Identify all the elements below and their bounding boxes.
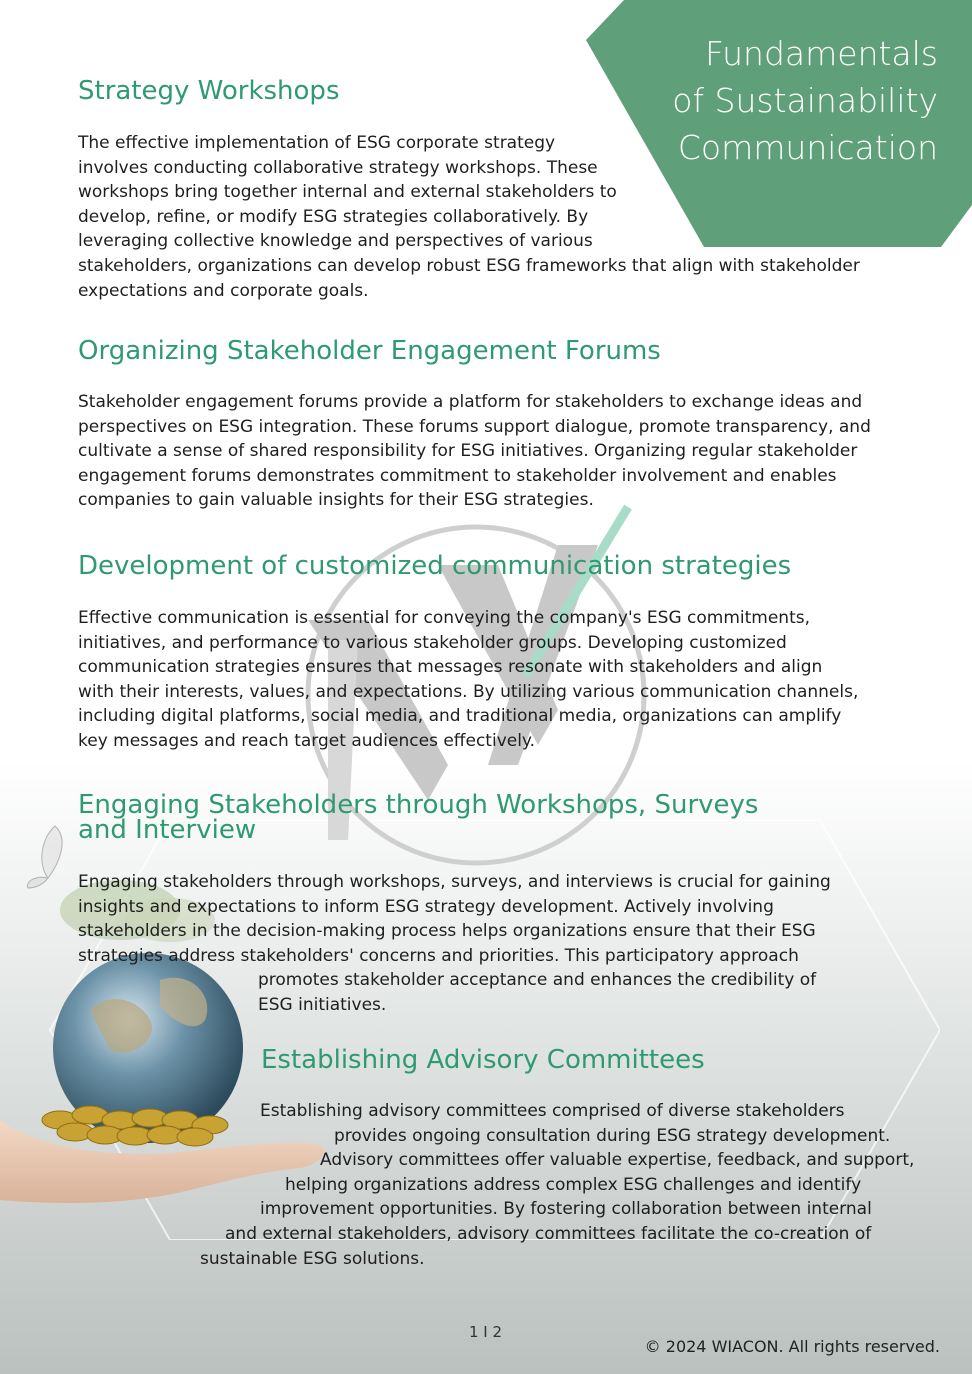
paragraph-line: develop, refine, or modify ESG strategies collaboratively. By [78,206,589,227]
paragraph-line: sustainable ESG solutions. [200,1248,425,1269]
section-heading-engaging-stakeholders [78,790,759,845]
paragraph-line: including digital platforms, social media, and traditional media, organizations can amplify [78,706,842,727]
paragraph-line: The effective implementation of ESG corporate strategy [78,133,556,153]
heading-line: Engaging Stakeholders through Workshops, Surveys [78,790,759,820]
paragraph-line: Effective communication is essential for conveying the company's ESG commitments, [78,608,811,628]
paragraph-line: promotes stakeholder acceptance and enhances the credibility of [258,970,817,991]
paragraph-line: key messages and reach target audiences effectively. [78,730,535,751]
paragraph-line: engagement forums demonstrates commitment to stakeholder involvement and enables [78,465,837,486]
paragraph-line: stakeholders, organizations can develop robust ESG frameworks that align with stakeholder [78,255,860,276]
section-body-engaging-stakeholders [78,870,831,1018]
section-heading-strategy-workshops: Strategy Workshops [78,76,340,106]
paragraph-line: initiatives, and performance to various stakeholder groups. Developing customized [78,632,787,653]
paragraph-line: companies to gain valuable insights for their ESG strategies. [78,490,594,511]
section-body-stakeholder-forums [78,390,871,513]
paragraph-line: workshops bring together internal and external stakeholders to [78,182,617,203]
butterfly-icon [27,826,62,888]
heading-line: and Interview [78,815,257,845]
section-heading-stakeholder-forums: Organizing Stakeholder Engagement Forums [78,336,661,366]
paragraph-line: involves conducting collaborative strategy workshops. These [78,157,598,178]
section-heading-advisory-committees: Establishing Advisory Committees [261,1045,705,1075]
section-body-communication-strategies [78,606,858,754]
section-body-advisory-committees [200,1099,914,1271]
paragraph-line: Engaging stakeholders through workshops, surveys, and interviews is crucial for gaining [78,872,831,892]
paragraph-line: stakeholders in the decision-making process helps organizations ensure that their ESG [78,921,816,942]
paragraph-line: Establishing advisory committees comprised of diverse stakeholders [260,1101,845,1121]
paragraph-line: perspectives on ESG integration. These forums support dialogue, promote transparency, and [78,416,871,437]
paragraph-line: leveraging collective knowledge and perspectives of various [78,231,593,252]
paragraph-line: communication strategies ensures that messages resonate with stakeholders and align [78,657,823,678]
paragraph-line: improvement opportunities. By fostering collaboration between internal [260,1199,872,1220]
paragraph-line: with their interests, values, and expectations. By utilizing various communication channels, [78,681,859,702]
header-title-line-2: of Sustainability [672,81,938,120]
paragraph-line: ESG initiatives. [258,994,387,1015]
paragraph-line: insights and expectations to inform ESG strategy development. Actively involving [78,896,774,917]
paragraph-line: strategies address stakeholders' concerns and priorities. This participatory approach [78,945,799,966]
page-number: 1 I 2 [469,1323,503,1341]
section-body-strategy-workshops [78,131,860,303]
paragraph-line: Stakeholder engagement forums provide a platform for stakeholders to exchange ideas and [78,392,863,412]
paragraph-line: and external stakeholders, advisory committees facilitate the co-creation of [225,1223,872,1244]
copyright-notice: © 2024 WIACON. All rights reserved. [644,1337,940,1356]
header-title-line-3: Communication [677,128,938,167]
paragraph-line: expectations and corporate goals. [78,280,369,301]
paragraph-line: Advisory committees offer valuable expertise, feedback, and support, [320,1150,915,1171]
paragraph-line: helping organizations address complex ESG challenges and identify [285,1174,862,1195]
section-heading-communication-strategies: Development of customized communication strategies [78,551,792,581]
paragraph-line: cultivate a sense of shared responsibility for ESG initiatives. Organizing regular stakeholder [78,441,858,462]
paragraph-line: provides ongoing consultation during ESG strategy development. [334,1125,891,1146]
header-title-line-1: Fundamentals [704,34,938,73]
